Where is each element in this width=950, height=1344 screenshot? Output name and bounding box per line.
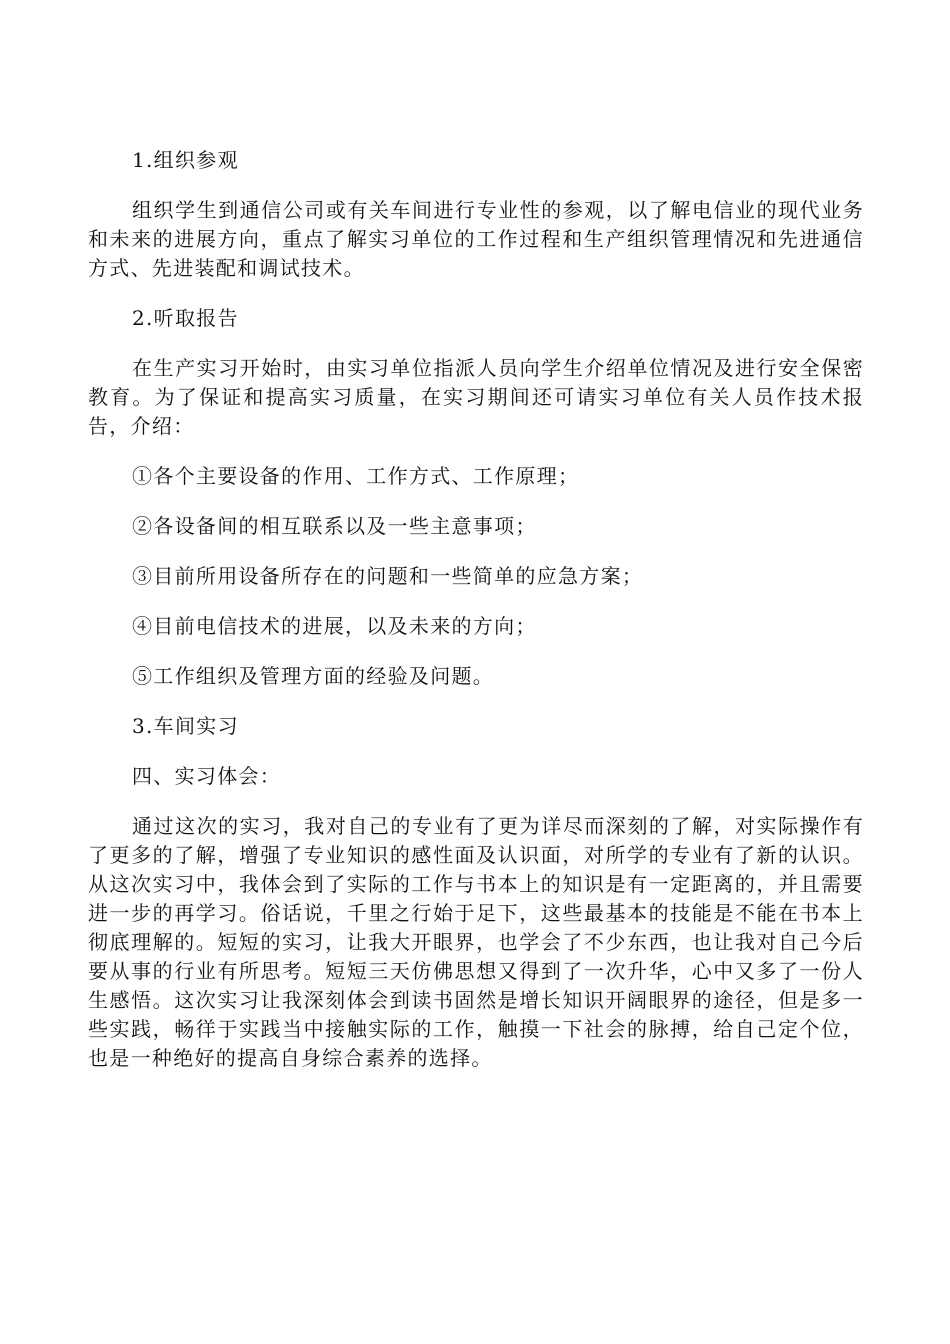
- list-item-1: ①各个主要设备的作用、工作方式、工作原理；: [132, 464, 580, 488]
- section-heading-visit: 1.组织参观: [132, 148, 239, 172]
- list-item-3: ③目前所用设备所存在的问题和一些简单的应急方案；: [132, 564, 644, 588]
- section-heading-report: 2.听取报告: [132, 306, 239, 330]
- document-body: [88, 146, 864, 1094]
- list-item-4: ④目前电信技术的进展，以及未来的方向；: [132, 614, 537, 638]
- section-heading-workshop: 3.车间实习: [132, 714, 239, 738]
- list-item-5: ⑤工作组织及管理方面的经验及问题。: [132, 664, 495, 688]
- paragraph-visit: 组织学生到通信公司或有关车间进行专业性的参观，以了解电信业的现代业务和未来的进展方向，重点了解实习单位的工作过程和生产组织管理情况和先进通信方式、先进装配和调试技术。: [88, 198, 864, 280]
- section-heading-reflection: 四、实习体会：: [132, 764, 282, 788]
- paragraph-reflection: 通过这次的实习，我对自己的专业有了更为详尽而深刻的了解，对实际操作有了更多的了解，增强了专业知识的感性面及认识面，对所学的专业有了新的认识。从这次实习中，我体会到了实际的工作与书本上的知识是有一定距离的，并且需要进一步的再学习。俗话说，千里之行始于足下，这些最基本的技能是不能在书本上彻底理解的。短短的实习，让我大开眼界，也学会了不少东西，也让我对自己今后要从事的行业有所思考。短短三天仿佛思想又得到了一次升华，心中又多了一份人生感悟。这次实习让我深刻体会到读书固然是增长知识开阔眼界的途径，但是多一些实践，畅徉于实践当中接触实际的工作，触摸一下社会的脉搏，给自己定个位，也是一种绝好的提高自身综合素养的选择。: [88, 814, 864, 1070]
- list-item-2: ②各设备间的相互联系以及一些主意事项；: [132, 514, 537, 538]
- paragraph-report: 在生产实习开始时，由实习单位指派人员向学生介绍单位情况及进行安全保密教育。为了保证和提高实习质量，在实习期间还可请实习单位有关人员作技术报告，介绍：: [88, 356, 864, 438]
